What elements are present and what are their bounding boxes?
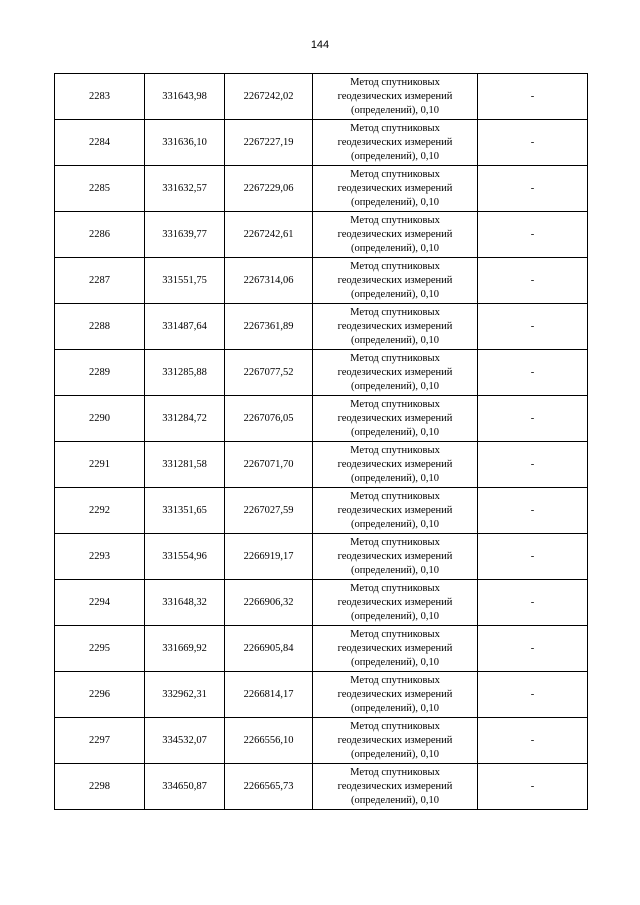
- x-coordinate-cell: 331281,58: [145, 442, 225, 488]
- table-row: [55, 488, 588, 534]
- table-row: [55, 672, 588, 718]
- note-cell: -: [478, 74, 588, 120]
- point-number-cell: 2296: [55, 672, 145, 718]
- method-line: Метод спутниковых: [350, 628, 440, 640]
- x-coordinate-cell: 331632,57: [145, 166, 225, 212]
- x-coordinate-cell: 332962,31: [145, 672, 225, 718]
- x-coordinate-cell: 331487,64: [145, 304, 225, 350]
- method-cell: [313, 258, 478, 304]
- method-line: Метод спутниковых: [350, 490, 440, 502]
- method-line: геодезических измерений: [337, 182, 453, 194]
- point-number-cell: 2294: [55, 580, 145, 626]
- table-row: [55, 718, 588, 764]
- table-row: [55, 580, 588, 626]
- point-number-cell: 2283: [55, 74, 145, 120]
- y-coordinate-cell: 2267076,05: [225, 396, 313, 442]
- note-cell: -: [478, 212, 588, 258]
- point-number-cell: 2295: [55, 626, 145, 672]
- method-cell: [313, 166, 478, 212]
- x-coordinate-cell: 334532,07: [145, 718, 225, 764]
- method-line: Метод спутниковых: [350, 168, 440, 180]
- y-coordinate-cell: 2267242,61: [225, 212, 313, 258]
- method-line: геодезических измерений: [337, 228, 453, 240]
- method-line: геодезических измерений: [337, 412, 453, 424]
- method-line: (определений), 0,10: [350, 794, 440, 806]
- point-number-cell: 2286: [55, 212, 145, 258]
- y-coordinate-cell: 2266905,84: [225, 626, 313, 672]
- method-line: (определений), 0,10: [350, 104, 440, 116]
- method-line: Метод спутниковых: [350, 766, 440, 778]
- method-line: (определений), 0,10: [350, 242, 440, 254]
- x-coordinate-cell: 331648,32: [145, 580, 225, 626]
- point-number-cell: 2288: [55, 304, 145, 350]
- note-cell: -: [478, 166, 588, 212]
- method-line: (определений), 0,10: [350, 518, 440, 530]
- method-line: геодезических измерений: [337, 136, 453, 148]
- method-line: (определений), 0,10: [350, 196, 440, 208]
- method-line: геодезических измерений: [337, 550, 453, 562]
- method-cell: [313, 350, 478, 396]
- table-row: [55, 396, 588, 442]
- note-cell: -: [478, 488, 588, 534]
- y-coordinate-cell: 2267227,19: [225, 120, 313, 166]
- method-line: (определений), 0,10: [350, 426, 440, 438]
- note-cell: -: [478, 764, 588, 810]
- method-line: (определений), 0,10: [350, 748, 440, 760]
- method-line: Метод спутниковых: [350, 306, 440, 318]
- x-coordinate-cell: 331636,10: [145, 120, 225, 166]
- method-line: геодезических измерений: [337, 780, 453, 792]
- table-row: [55, 74, 588, 120]
- method-line: Метод спутниковых: [350, 352, 440, 364]
- method-line: (определений), 0,10: [350, 150, 440, 162]
- table-row: [55, 304, 588, 350]
- point-number-cell: 2285: [55, 166, 145, 212]
- method-line: Метод спутниковых: [350, 720, 440, 732]
- method-cell: [313, 396, 478, 442]
- x-coordinate-cell: 331554,96: [145, 534, 225, 580]
- table-row: [55, 764, 588, 810]
- note-cell: -: [478, 534, 588, 580]
- y-coordinate-cell: 2266556,10: [225, 718, 313, 764]
- method-line: Метод спутниковых: [350, 536, 440, 548]
- method-cell: [313, 580, 478, 626]
- method-line: геодезических измерений: [337, 90, 453, 102]
- method-line: Метод спутниковых: [350, 674, 440, 686]
- method-line: геодезических измерений: [337, 596, 453, 608]
- y-coordinate-cell: 2267361,89: [225, 304, 313, 350]
- method-line: (определений), 0,10: [350, 610, 440, 622]
- point-number-cell: 2298: [55, 764, 145, 810]
- note-cell: -: [478, 672, 588, 718]
- method-line: (определений), 0,10: [350, 702, 440, 714]
- table-row: [55, 534, 588, 580]
- method-line: (определений), 0,10: [350, 288, 440, 300]
- method-cell: [313, 534, 478, 580]
- method-line: (определений), 0,10: [350, 472, 440, 484]
- method-line: геодезических измерений: [337, 504, 453, 516]
- table-body: [55, 74, 588, 810]
- table-row: [55, 212, 588, 258]
- x-coordinate-cell: 331285,88: [145, 350, 225, 396]
- method-line: геодезических измерений: [337, 366, 453, 378]
- point-number-cell: 2293: [55, 534, 145, 580]
- point-number-cell: 2291: [55, 442, 145, 488]
- method-line: геодезических измерений: [337, 458, 453, 470]
- method-line: геодезических измерений: [337, 734, 453, 746]
- method-cell: [313, 672, 478, 718]
- method-line: Метод спутниковых: [350, 260, 440, 272]
- coordinates-table: [54, 73, 588, 810]
- y-coordinate-cell: 2266919,17: [225, 534, 313, 580]
- x-coordinate-cell: 334650,87: [145, 764, 225, 810]
- method-line: (определений), 0,10: [350, 380, 440, 392]
- method-line: Метод спутниковых: [350, 76, 440, 88]
- note-cell: -: [478, 120, 588, 166]
- method-cell: [313, 626, 478, 672]
- point-number-cell: 2287: [55, 258, 145, 304]
- y-coordinate-cell: 2267077,52: [225, 350, 313, 396]
- table-row: [55, 258, 588, 304]
- y-coordinate-cell: 2267229,06: [225, 166, 313, 212]
- method-cell: [313, 442, 478, 488]
- method-cell: [313, 120, 478, 166]
- note-cell: -: [478, 396, 588, 442]
- note-cell: -: [478, 442, 588, 488]
- table-row: [55, 120, 588, 166]
- point-number-cell: 2284: [55, 120, 145, 166]
- method-line: геодезических измерений: [337, 642, 453, 654]
- method-line: геодезических измерений: [337, 688, 453, 700]
- point-number-cell: 2289: [55, 350, 145, 396]
- y-coordinate-cell: 2266906,32: [225, 580, 313, 626]
- x-coordinate-cell: 331284,72: [145, 396, 225, 442]
- method-line: Метод спутниковых: [350, 214, 440, 226]
- method-cell: [313, 764, 478, 810]
- y-coordinate-cell: 2267071,70: [225, 442, 313, 488]
- y-coordinate-cell: 2267242,02: [225, 74, 313, 120]
- note-cell: -: [478, 304, 588, 350]
- method-line: Метод спутниковых: [350, 444, 440, 456]
- x-coordinate-cell: 331643,98: [145, 74, 225, 120]
- x-coordinate-cell: 331669,92: [145, 626, 225, 672]
- y-coordinate-cell: 2266565,73: [225, 764, 313, 810]
- method-line: Метод спутниковых: [350, 122, 440, 134]
- table-row: [55, 350, 588, 396]
- point-number-cell: 2297: [55, 718, 145, 764]
- method-cell: [313, 304, 478, 350]
- y-coordinate-cell: 2267027,59: [225, 488, 313, 534]
- method-cell: [313, 74, 478, 120]
- point-number-cell: 2292: [55, 488, 145, 534]
- x-coordinate-cell: 331551,75: [145, 258, 225, 304]
- method-line: геодезических измерений: [337, 320, 453, 332]
- x-coordinate-cell: 331639,77: [145, 212, 225, 258]
- method-line: Метод спутниковых: [350, 398, 440, 410]
- note-cell: -: [478, 718, 588, 764]
- table-row: [55, 626, 588, 672]
- page-number: 144: [310, 39, 330, 51]
- note-cell: -: [478, 626, 588, 672]
- method-line: (определений), 0,10: [350, 334, 440, 346]
- note-cell: -: [478, 350, 588, 396]
- method-line: геодезических измерений: [337, 274, 453, 286]
- method-line: (определений), 0,10: [350, 656, 440, 668]
- x-coordinate-cell: 331351,65: [145, 488, 225, 534]
- table-row: [55, 166, 588, 212]
- table-row: [55, 442, 588, 488]
- method-cell: [313, 488, 478, 534]
- method-cell: [313, 212, 478, 258]
- method-line: (определений), 0,10: [350, 564, 440, 576]
- method-cell: [313, 718, 478, 764]
- y-coordinate-cell: 2267314,06: [225, 258, 313, 304]
- note-cell: -: [478, 580, 588, 626]
- note-cell: -: [478, 258, 588, 304]
- point-number-cell: 2290: [55, 396, 145, 442]
- y-coordinate-cell: 2266814,17: [225, 672, 313, 718]
- method-line: Метод спутниковых: [350, 582, 440, 594]
